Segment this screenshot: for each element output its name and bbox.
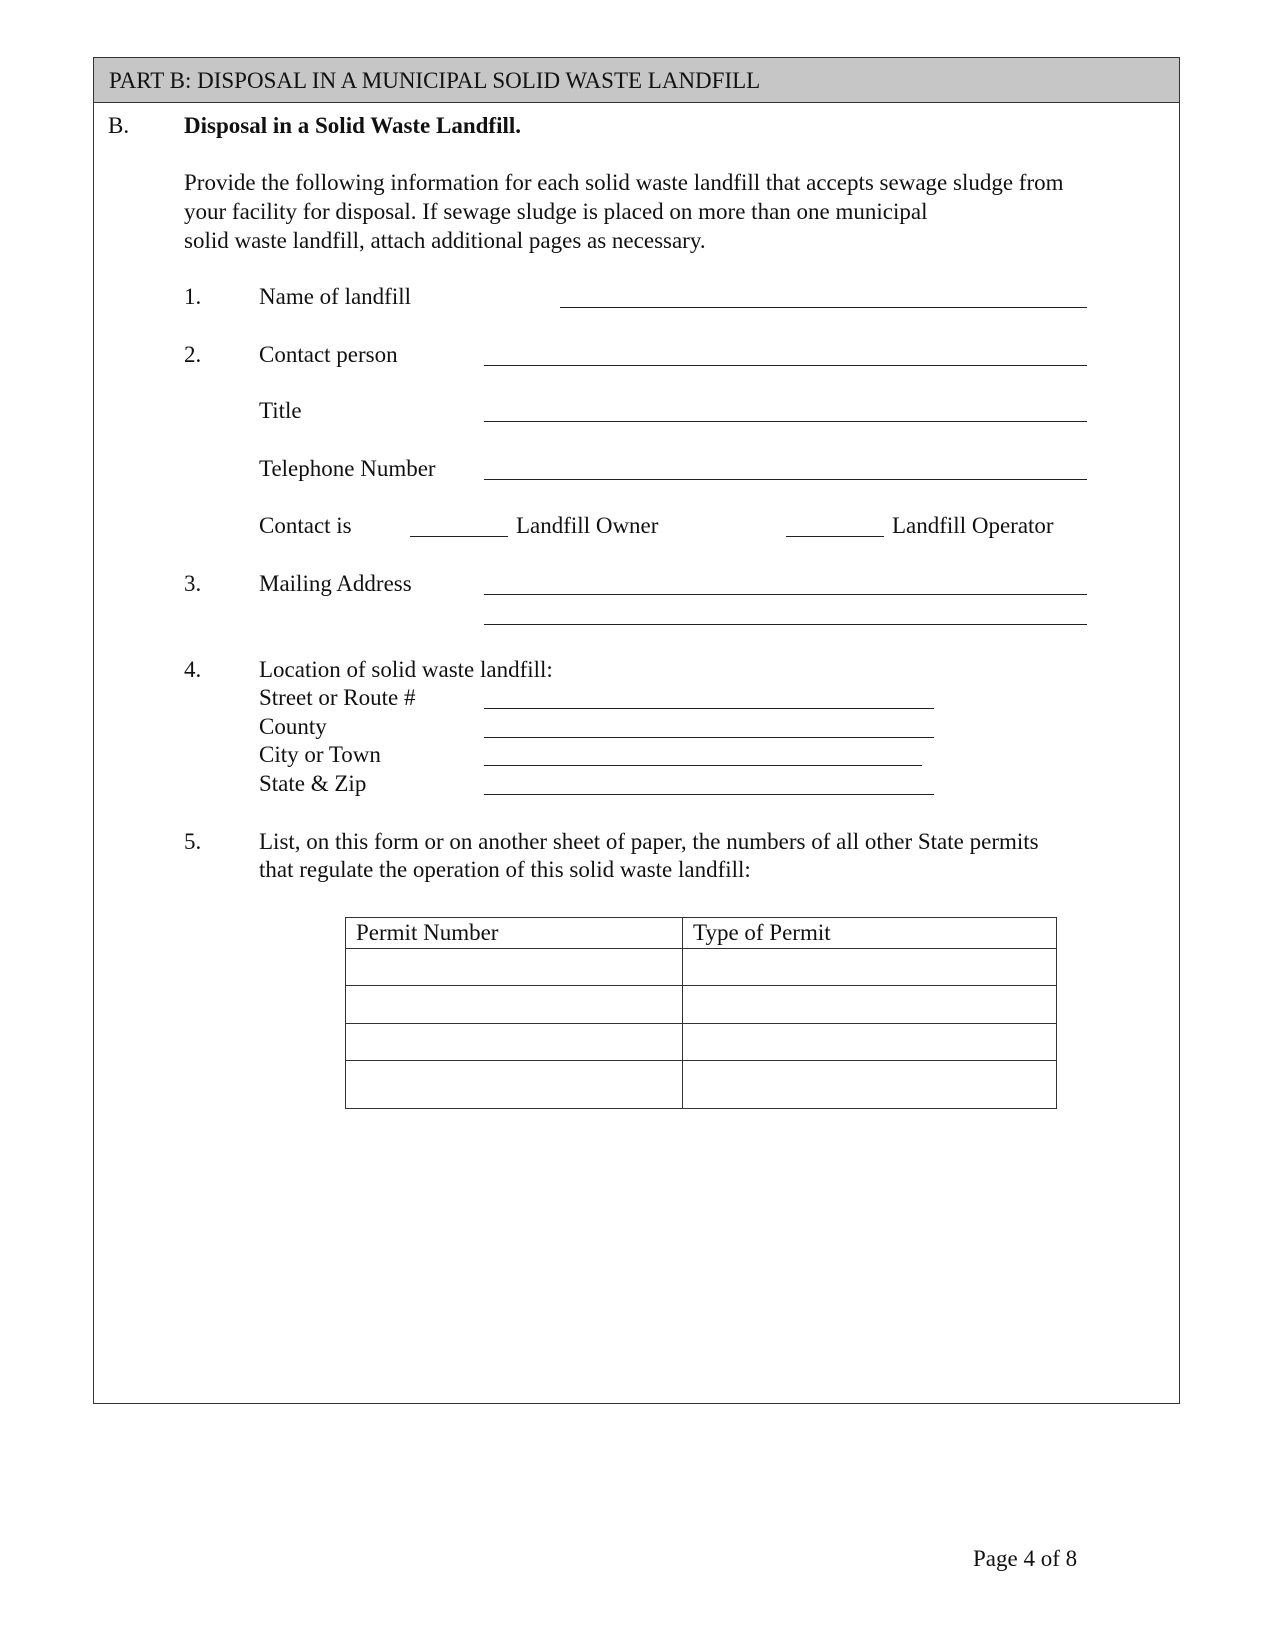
table-row (346, 986, 1057, 1024)
permit-number-cell[interactable] (346, 986, 683, 1024)
mailing-address-field-1[interactable] (484, 594, 1087, 595)
location-label: Location of solid waste landfill: (259, 657, 553, 682)
permit-type-cell[interactable] (683, 1024, 1057, 1061)
q3-number: 3. (184, 571, 202, 596)
street-label: Street or Route # (259, 685, 416, 710)
county-label: County (259, 714, 327, 739)
intro-line-2: your facility for disposal. If sewage sludge is placed on more than one municipal (184, 199, 928, 224)
state-zip-label: State & Zip (259, 771, 367, 796)
mailing-address-label: Mailing Address (259, 571, 412, 596)
telephone-field[interactable] (484, 479, 1087, 480)
section-header (94, 58, 1179, 103)
q5-number: 5. (184, 829, 202, 854)
permit-table-header (346, 918, 1057, 949)
county-field[interactable] (484, 737, 934, 738)
contact-person-field[interactable] (484, 365, 1087, 366)
form-frame (93, 57, 1180, 1404)
permit-number-cell[interactable] (346, 1061, 683, 1109)
intro-line-3: solid waste landfill, attach additional pages as necessary. (184, 228, 706, 253)
landfill-operator-field[interactable] (786, 536, 884, 537)
q5-text-line-1: List, on this form or on another sheet of paper, the numbers of all other State permits (259, 829, 1039, 854)
street-field[interactable] (484, 708, 934, 709)
intro-line-1: Provide the following information for each solid waste landfill that accepts sewage sludge from (184, 170, 1064, 195)
q5-text-line-2: that regulate the operation of this solid waste landfill: (259, 857, 751, 882)
state-zip-field[interactable] (484, 794, 934, 795)
table-row (346, 1061, 1057, 1109)
permit-type-cell[interactable] (683, 986, 1057, 1024)
telephone-label: Telephone Number (259, 456, 436, 481)
contact-is-label: Contact is (259, 513, 352, 538)
table-row (346, 949, 1057, 986)
title-field[interactable] (484, 421, 1087, 422)
permit-number-header: Permit Number (346, 918, 683, 949)
section-letter: B. (108, 113, 130, 138)
page-number: Page 4 of 8 (973, 1546, 1078, 1571)
title-label: Title (259, 398, 302, 423)
permit-number-cell[interactable] (346, 949, 683, 986)
landfill-operator-label: Landfill Operator (892, 513, 1054, 538)
permit-table (345, 917, 1057, 1109)
landfill-owner-field[interactable] (410, 536, 508, 537)
city-label: City or Town (259, 742, 381, 767)
q1-number: 1. (184, 284, 202, 309)
q2-number: 2. (184, 342, 202, 367)
city-field[interactable] (484, 765, 922, 766)
permit-type-cell[interactable] (683, 949, 1057, 986)
section-header-title: PART B: DISPOSAL IN A MUNICIPAL SOLID WASTE LANDFILL (109, 68, 761, 93)
table-row (346, 1024, 1057, 1061)
q4-number: 4. (184, 657, 202, 682)
landfill-name-field[interactable] (560, 307, 1087, 308)
q1-label: Name of landfill (259, 284, 412, 309)
permit-type-cell[interactable] (683, 1061, 1057, 1109)
permit-type-header: Type of Permit (683, 918, 1057, 949)
section-title: Disposal in a Solid Waste Landfill. (184, 113, 522, 138)
landfill-owner-label: Landfill Owner (516, 513, 659, 538)
mailing-address-field-2[interactable] (484, 624, 1087, 625)
permit-number-cell[interactable] (346, 1024, 683, 1061)
contact-person-label: Contact person (259, 342, 398, 367)
